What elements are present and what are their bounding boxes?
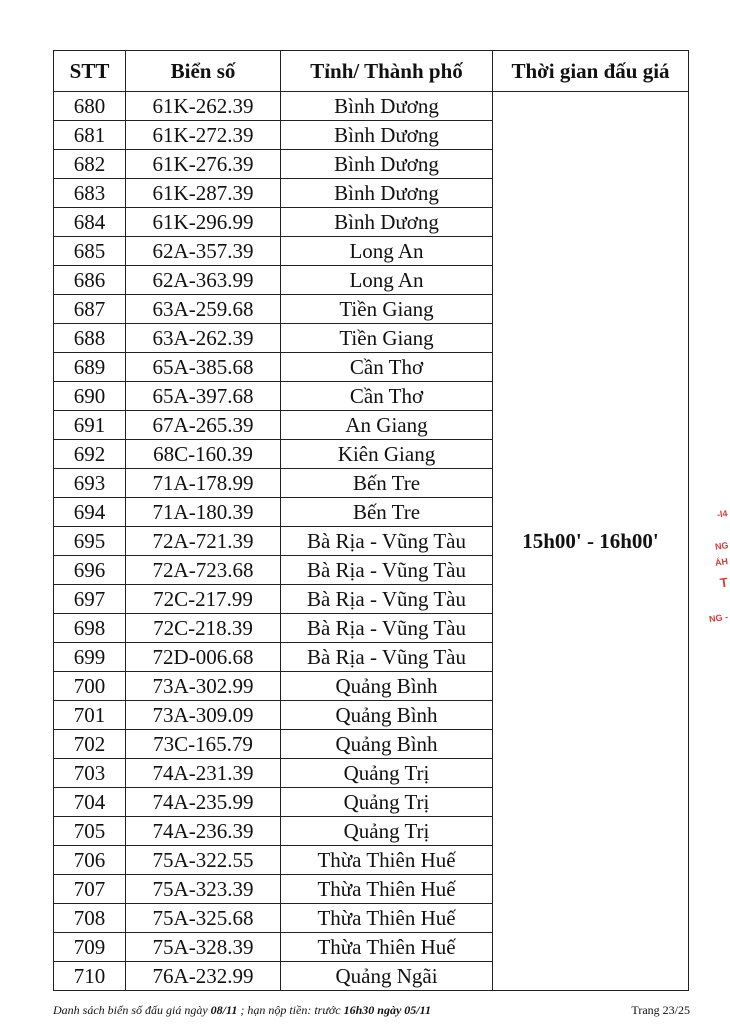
cell-plate-number: 74A-236.39 [126,817,281,846]
cell-stt: 703 [54,759,126,788]
cell-stt: 684 [54,208,126,237]
cell-stt: 690 [54,382,126,411]
cell-stt: 691 [54,411,126,440]
cell-stt: 696 [54,556,126,585]
cell-plate-number: 75A-328.39 [126,933,281,962]
cell-province: Thừa Thiên Huế [281,846,493,875]
stamp-fragment: NG - [708,611,729,625]
cell-plate-number: 73A-309.09 [126,701,281,730]
cell-stt: 698 [54,614,126,643]
cell-plate-number: 72A-721.39 [126,527,281,556]
cell-province: Cần Thơ [281,353,493,382]
cell-province: Thừa Thiên Huế [281,904,493,933]
cell-stt: 688 [54,324,126,353]
cell-stt: 710 [54,962,126,991]
cell-province: Bình Dương [281,92,493,121]
cell-province: Thừa Thiên Huế [281,933,493,962]
cell-plate-number: 67A-265.39 [126,411,281,440]
header-auction-time: Thời gian đấu giá [493,51,689,92]
cell-plate-number: 72C-218.39 [126,614,281,643]
cell-plate-number: 74A-235.99 [126,788,281,817]
cell-province: Tiền Giang [281,324,493,353]
cell-stt: 692 [54,440,126,469]
cell-plate-number: 63A-259.68 [126,295,281,324]
cell-stt: 702 [54,730,126,759]
cell-stt: 706 [54,846,126,875]
cell-plate-number: 73A-302.99 [126,672,281,701]
cell-province: Bà Rịa - Vũng Tàu [281,643,493,672]
stamp-fragment: -l4 [716,508,729,520]
cell-stt: 700 [54,672,126,701]
cell-plate-number: 61K-262.39 [126,92,281,121]
cell-plate-number: 61K-287.39 [126,179,281,208]
cell-plate-number: 71A-178.99 [126,469,281,498]
cell-stt: 682 [54,150,126,179]
cell-province: Quảng Ngãi [281,962,493,991]
cell-province: Tiền Giang [281,295,493,324]
cell-stt: 687 [54,295,126,324]
cell-auction-time: 15h00' - 16h00' [493,92,689,991]
cell-province: Bến Tre [281,469,493,498]
cell-province: Long An [281,266,493,295]
cell-plate-number: 63A-262.39 [126,324,281,353]
cell-stt: 694 [54,498,126,527]
cell-stt: 680 [54,92,126,121]
cell-stt: 699 [54,643,126,672]
table-row [54,92,689,121]
cell-province: Thừa Thiên Huế [281,875,493,904]
footer-auction-date: 08/11 [210,1003,238,1017]
cell-province: Bà Rịa - Vũng Tàu [281,585,493,614]
cell-province: Bến Tre [281,498,493,527]
page-number: Trang 23/25 [631,1003,690,1017]
cell-stt: 693 [54,469,126,498]
cell-province: Quảng Trị [281,759,493,788]
cell-plate-number: 62A-363.99 [126,266,281,295]
table-body [54,92,689,991]
cell-province: Bình Dương [281,150,493,179]
cell-plate-number: 76A-232.99 [126,962,281,991]
cell-province: Quảng Trị [281,788,493,817]
cell-plate-number: 68C-160.39 [126,440,281,469]
red-seal-stamp-fragment [708,505,730,645]
cell-plate-number: 73C-165.79 [126,730,281,759]
cell-stt: 683 [54,179,126,208]
cell-stt: 697 [54,585,126,614]
cell-stt: 689 [54,353,126,382]
cell-stt: 705 [54,817,126,846]
cell-plate-number: 75A-325.68 [126,904,281,933]
cell-stt: 685 [54,237,126,266]
cell-plate-number: 75A-322.55 [126,846,281,875]
cell-stt: 681 [54,121,126,150]
cell-province: Quảng Bình [281,672,493,701]
cell-plate-number: 61K-276.39 [126,150,281,179]
cell-plate-number: 71A-180.39 [126,498,281,527]
footer-deadline: 16h30 ngày 05/11 [343,1003,431,1017]
cell-province: Cần Thơ [281,382,493,411]
cell-province: Bình Dương [281,208,493,237]
footer-text-prefix: Danh sách biển số đấu giá ngày [53,1003,211,1017]
cell-province: Long An [281,237,493,266]
header-province: Tỉnh/ Thành phố [281,51,493,92]
stamp-fragment: T [719,574,730,591]
cell-stt: 686 [54,266,126,295]
cell-stt: 701 [54,701,126,730]
cell-stt: 707 [54,875,126,904]
cell-province: An Giang [281,411,493,440]
header-plate-number: Biển số [126,51,281,92]
table-header-row [54,51,689,92]
stamp-fragment: NG [713,540,729,552]
plate-auction-table [53,50,689,991]
cell-plate-number: 72C-217.99 [126,585,281,614]
page-footer [53,1003,690,1018]
header-stt: STT [54,51,126,92]
cell-province: Bà Rịa - Vũng Tàu [281,556,493,585]
cell-province: Quảng Trị [281,817,493,846]
cell-plate-number: 75A-323.39 [126,875,281,904]
cell-stt: 704 [54,788,126,817]
cell-province: Kiên Giang [281,440,493,469]
cell-province: Bình Dương [281,179,493,208]
cell-plate-number: 61K-272.39 [126,121,281,150]
cell-plate-number: 65A-385.68 [126,353,281,382]
cell-plate-number: 72D-006.68 [126,643,281,672]
cell-province: Quảng Bình [281,730,493,759]
cell-plate-number: 72A-723.68 [126,556,281,585]
cell-province: Quảng Bình [281,701,493,730]
cell-stt: 695 [54,527,126,556]
footer-text-middle: ; hạn nộp tiền: trước [237,1003,344,1017]
cell-plate-number: 61K-296.99 [126,208,281,237]
cell-plate-number: 65A-397.68 [126,382,281,411]
cell-province: Bà Rịa - Vũng Tàu [281,614,493,643]
cell-plate-number: 62A-357.39 [126,237,281,266]
cell-stt: 708 [54,904,126,933]
stamp-fragment: ÁH [714,556,729,568]
cell-plate-number: 74A-231.39 [126,759,281,788]
cell-province: Bà Rịa - Vũng Tàu [281,527,493,556]
cell-stt: 709 [54,933,126,962]
cell-province: Bình Dương [281,121,493,150]
